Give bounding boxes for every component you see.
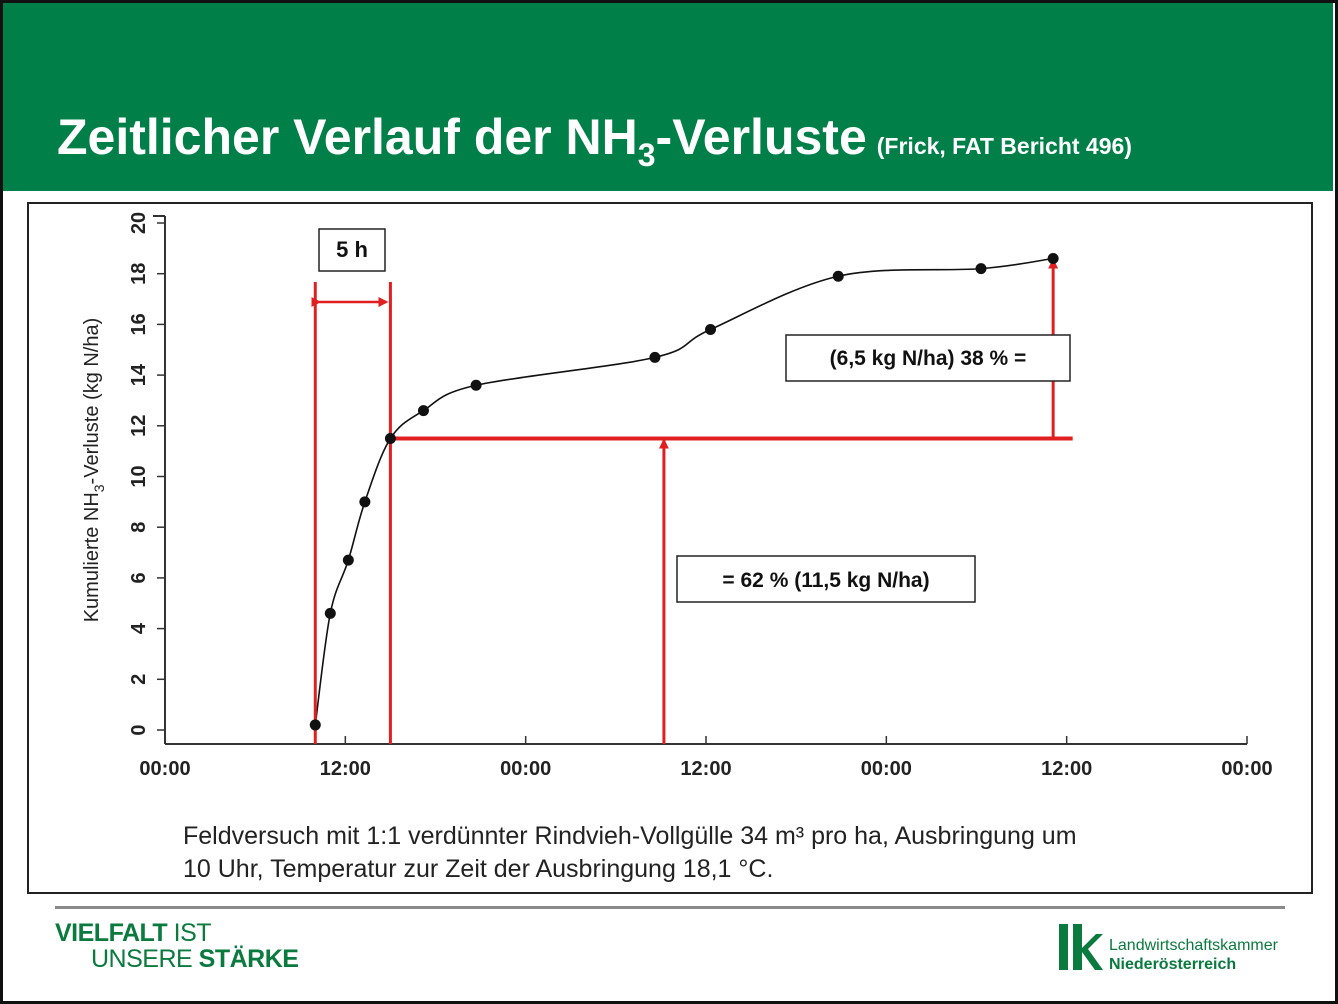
- data-point: [418, 405, 429, 416]
- caption-line-2: 10 Uhr, Temperatur zur Zeit der Ausbringung 18,1 °C.: [183, 855, 774, 883]
- data-point: [310, 719, 321, 730]
- y-tick-label: 12: [128, 414, 150, 437]
- slogan-line-2: [55, 946, 298, 972]
- upper-label: (6,5 kg N/ha) 38 % =: [829, 347, 1027, 370]
- slogan-bold-1: VIELFALT: [55, 919, 168, 947]
- data-point: [1048, 253, 1059, 264]
- x-tick-label: 00:00: [500, 758, 552, 780]
- y-tick-label: 10: [128, 465, 150, 488]
- x-tick-label: 00:00: [1221, 758, 1273, 780]
- x-tick-label: 00:00: [139, 758, 191, 780]
- y-tick-label: 2: [128, 673, 150, 685]
- data-point: [359, 496, 370, 507]
- y-tick-label: 16: [128, 313, 150, 336]
- x-tick-label: 00:00: [860, 758, 912, 780]
- data-point: [343, 555, 354, 566]
- logo-line-1: Landwirtschaftskammer: [1109, 937, 1278, 954]
- series-line: [315, 258, 1053, 724]
- data-point: [976, 263, 987, 274]
- footer-divider: [55, 906, 1285, 909]
- y-tick-label: 4: [128, 623, 150, 635]
- interval-label: 5 h: [336, 237, 368, 262]
- data-point: [471, 380, 482, 391]
- slogan-light-2: UNSERE: [91, 945, 199, 973]
- data-point: [833, 271, 844, 282]
- x-tick-label: 12:00: [319, 758, 371, 780]
- data-point: [649, 352, 660, 363]
- slogan-light-1: IST: [167, 919, 212, 947]
- slogan: [55, 920, 298, 972]
- chart-caption: [183, 820, 1283, 886]
- y-tick-label: 18: [128, 262, 150, 285]
- slogan-bold-2: STÄRKE: [198, 945, 299, 973]
- y-tick-label: 8: [128, 521, 150, 533]
- y-tick-label: 14: [128, 363, 150, 387]
- x-tick-label: 12:00: [680, 758, 732, 780]
- title-source: (Frick, FAT Bericht 496): [876, 133, 1132, 159]
- data-point: [325, 608, 336, 619]
- logo-line-2: Niederösterreich: [1109, 956, 1237, 973]
- lk-logo-text: [1109, 936, 1278, 974]
- title-subscript: 3: [637, 137, 656, 173]
- title-main: Zeitlicher Verlauf der NH: [57, 109, 638, 165]
- data-point: [705, 324, 716, 335]
- y-tick-label: 20: [128, 211, 150, 235]
- title-rest: -Verluste: [655, 109, 867, 165]
- y-tick-label: 6: [128, 572, 150, 584]
- y-tick-label: 0: [128, 724, 150, 736]
- x-tick-label: 12:00: [1041, 758, 1093, 780]
- lower-label: = 62 % (11,5 kg N/ha): [722, 569, 930, 592]
- slogan-line-1: [55, 920, 298, 946]
- lk-logo-icon: [1057, 922, 1103, 970]
- y-axis-title: Kumulierte $NH_3$-Verluste (kg N/ha): [81, 317, 107, 623]
- caption-line-1: Feldversuch mit 1:1 verdünnter Rindvieh-Vollgülle 34 m³ pro ha, Ausbringung um: [183, 822, 1077, 850]
- data-point: [385, 433, 396, 444]
